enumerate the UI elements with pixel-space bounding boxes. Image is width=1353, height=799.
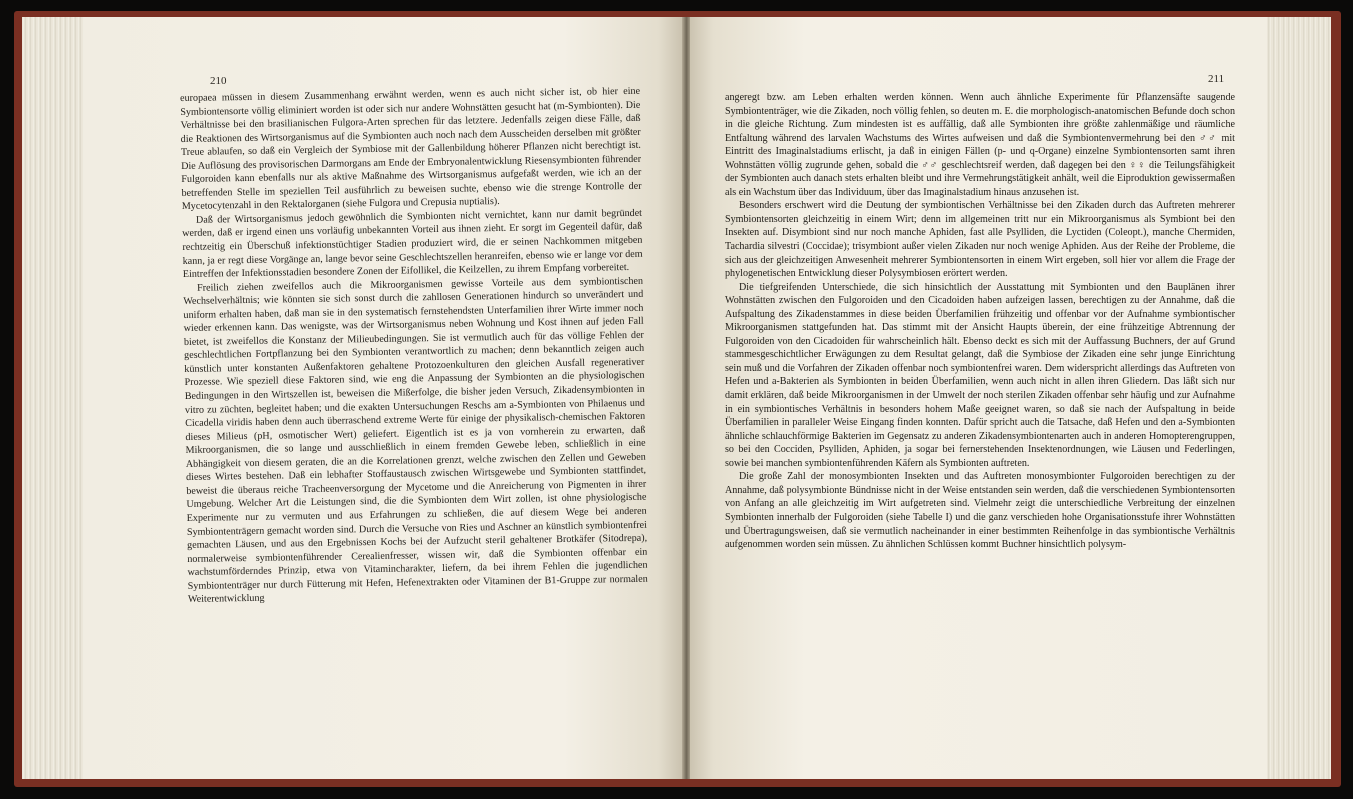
left-page	[84, 17, 683, 779]
right-page-number: 211	[1208, 73, 1225, 85]
paragraph: Besonders erschwert wird die Deutung der symbiontischen Verhältnisse bei den Zikaden durch das Auftreten mehrerer Symbiontensorten gleichzeitig in einem Wirt; denn im allgemeinen tritt nur ein Mikroorganismus als Symbiont bei den Insekten auf. Disymbiont sind nur noch manche Aphiden, fast alle Psylliden, die Lyctiden (Coleopt.), manche Chermiden, Tachardia silvestri (Coccidae); trisymbiont außer vielen Zikaden nur noch wenige Aphiden. Aus der Reihe der Probleme, die sich aus der gleichzeitigen Anwesenheit mehrerer Symbiontensorten in einem Wirt ergeben, soll hier vor allem die Frage der phylogenetischen Entwicklung dieser Polysymbiosen erörtert werden.	[725, 200, 1235, 280]
left-page-edges	[22, 17, 84, 779]
left-page-body	[180, 85, 648, 607]
paragraph: Freilich ziehen zweifellos auch die Mikroorganismen gewisse Vorteile aus dem symbiontischen Wechselverhältnis; wie könnten sie sich sonst durch die zahllosen Generationen hindurch so unverändert und uniform erhalten haben, daß man sie in den systematisch fernstehendsten Unterfamilien ihrer Wirte immer noch wieder erkennen kann. Das wenigste, was der Wirtsorganismus neben Wohnung und Kost ihnen auf jeden Fall bietet, ist zweifellos die Konstanz der Milieubedingungen. Sie ist vermutlich auch für das völlige Fehlen der geschlechtlichen Fortpflanzung bei den Symbionten verantwortlich zu machen; denn bekanntlich zeigen auch künstlich unter konstanten Außenfaktoren gehaltene Protozoenkulturen den gleichen Ausfall regenerativer Prozesse. Wie speziell diese Faktoren sind, wie eng die Anpassung der Symbionten an die physiologischen Bedingungen in den Wirtszellen ist, beweisen die Mißerfolge, die bisher jeden Versuch, Zikadensymbionten in vitro zu züchten, begleitet haben; und die exakten Untersuchungen Reschs am a-Symbionten von Philaenus und Cicadella viridis haben denn auch überraschend extreme Werte für einige der physikalisch-chemischen Faktoren dieses Milieus (pH, osmotischer Wert) geliefert. Eigentlich ist es ja von vornherein zu erwarten, daß Mikroorganismen, die so lange und ausschließlich in einem fremden Gewebe leben, schließlich in eine Abhängigkeit von diesem geraten, die an die Korrelationen grenzt, welche zwischen den Zellen und Geweben dieses Wirtes bestehen. Daß ein lebhafter Stoffaustausch zwischen Wirtsgewebe und Symbionten stattfindet, beweist die überaus reiche Tracheenversorgung der Mycetome und die Anreicherung von Pigmenten in ihrer Umgebung. Welcher Art die Leistungen sind, die die Symbionten dem Wirt zollen, ist ohne physiologische Experimente nur zu vermuten und aus Erfahrungen zu schließen, die auf diesem Wege bei anderen Symbiontenträgern gemacht worden sind. Durch die Versuche von Ries und Aschner an künstlich symbiontenfrei gemachten Läusen, und aus den Ergebnissen Kochs bei der Aufzucht steril gehaltener Brotkäfer (Sitodrepa), normalerweise symbiontenführender Cerealienfresser, wissen wir, daß die Symbionten offenbar ein wachstumförderndes Prinzip, etwa von Vitamincharakter, liefern, da bei ihrem Fehlen die jugendlichen Symbiontenträger nur durch Fütterung mit Hefen, Hefenextrakten oder Vitaminen der B1-Gruppe zur normalen Weiterentwicklung	[183, 275, 648, 606]
right-page-edges	[1267, 17, 1331, 779]
paragraph: Die tiefgreifenden Unterschiede, die sich hinsichtlich der Ausstattung mit Symbionten und den Bauplänen ihrer Wohnstätten zwischen den Fulgoroiden und den Cicadoiden haben aufzeigen lassen, berechtigen zu der Annahme, daß die Aufspaltung des Zikadenstammes in diese beiden Überfamilien frühzeitig und offenbar vor der Aufnahme symbiontischer Mikroorganismen stattgefunden hat. Das stimmt mit der Ansicht Haupts überein, der eine frühzeitige Abtrennung der Fulgoroiden von den Cicadoiden für wahrscheinlich hält. Ebenso deckt es sich mit der Auffassung Buchners, der auf Grund stammesgeschichtlicher Erwägungen zu dem Resultat gelangt, daß die Symbiose der Zikaden eine sehr junge Einrichtung sein muß und die Vorfahren der Zikaden offenbar noch symbiontenfrei waren. Dem widerspricht allerdings das Auftreten von Hefen und a-Bakterien als Symbionten in beiden Überfamilien, wenn auch nicht in allen ihren Gliedern. Das läßt sich nur damit erklären, daß beide Mikroorganismen in der Umwelt der noch sterilen Zikaden offenbar sehr häufig und zur Aufnahme in ein symbiontisches Verhältnis in besonders hohem Maße geeignet waren, so daß sie nach der Aufspaltung in beide Überfamilien in paralleler Weise Eingang finden konnten. Dafür spricht auch die Tatsache, daß Hefen und den a-Symbionten ähnliche schlauchförmige Bakterien im Gegensatz zu anderen Zikadensymbiontenarten auch in anderen Homopterengruppen, so bei den Cocciden, Psylliden, Aphiden, ja sogar bei fernerstehenden Insektenordnungen, wie Läusen und Federlingen, sowie bei manchen symbiontenführenden Käfern als Symbionten auftreten.	[725, 281, 1235, 469]
paragraph: angeregt bzw. am Leben erhalten werden können. Wenn auch ähnliche Experimente für Pflanzensäfte saugende Symbiontenträger, wie die Zikaden, noch völlig fehlen, so deuten m. E. die morphologisch-anatomischen Befunde doch schon in die gleiche Richtung. Zum mindesten ist es auffällig, daß alle Symbionten ihre größte zahlenmäßige und räumliche Entfaltung während des larvalen Wachstums des Wirtes aufweisen und daß die Symbiontenvermehrung bei den ♂♂ mit Eintritt des Imaginalstadiums erlischt, ja daß in einigen Fällen (p- und q-Organe) einzelne Symbiontensorten samt ihren Wohnstätten völlig zugrunde gehen, sobald die ♂♂ geschlechtsreif werden, daß dagegen bei den ♀♀ die Teilungsfähigkeit der Symbionten auch danach stets erhalten bleibt und ihre Vermehrungstätigkeit anhält, weil die Eiproduktion gewissermaßen als ein Wachstum über das Individuum, über das Imaginalstadium hinaus anzusehen ist.	[725, 92, 1235, 198]
right-page-body	[725, 91, 1235, 552]
paragraph: europaea müssen in diesem Zusammenhang erwähnt werden, wenn es auch nicht sicher ist, ob hier eine Symbiontensorte völlig eliminiert worden ist oder sich nur andere Wohnstätten gesucht hat (m-Symbionten). Die Verhältnisse bei den brasilianischen Fulgora-Arten sprechen für das letztere. Jedenfalls zeigen diese Fälle, daß die Reaktionen des Wirtsorganismus auf die Symbionten auch noch nach dem Ausscheiden derselben mit größter Treue ablaufen, so daß ein Vergleich der Symbiose mit der Gallenbildung höherer Pflanzen nicht berechtigt ist. Die Auflösung des provisorischen Darmorgans am Ende der Embryonalentwicklung Riesensymbionten führender Fulgoroiden kann ebenfalls nur als aktive Maßnahme des Wirtsorganismus aufgefaßt werden, wie ich an der betreffenden Stelle im speziellen Teil ausführlich zu beweisen suchte, ebenso wie die strenge Kontrolle der Mycetocytenzahl in den Rektalorganen (siehe Fulgora und Crepusia nuptialis).	[180, 85, 642, 213]
left-page-number: 210	[210, 75, 227, 87]
right-page	[690, 17, 1267, 779]
paragraph: Daß der Wirtsorganismus jedoch gewöhnlich die Symbionten nicht vernichtet, kann nur damit begründet werden, daß er irgend einen uns vorläufig unbekannten Vorteil aus ihnen zieht. Er sorgt im Gegenteil dafür, daß rechtzeitig ein Überschuß infektionstüchtiger Stadien produziert wird, die er seinen Nachkommen mitgeben kann, ja er regt diese Vorgänge an, lange bevor seine Geschlechtszellen heranreifen, ebenso wie er lange vor dem Eintreffen der Infektionsstadien besondere Zonen der Eifollikel, die Keilzellen, zu ihrem Empfang vorbereitet.	[182, 207, 643, 281]
paragraph: Die große Zahl der monosymbionten Insekten und das Auftreten monosymbionter Fulgoroiden berechtigen zu der Annahme, daß polysymbionte Bündnisse nicht in der Weise entstanden sein werden, daß die verschiedenen Symbiontensorten von Anfang an alle gleichzeitig im Wirt aufgetreten sind. Vielmehr zeigt die unterschiedliche Verbreitung der einzelnen Symbionten innerhalb der Fulgoroiden (siehe Tabelle I) und die ganz verschieden hohe Organisationsstufe ihrer Wohnstätten und Übertragungsweisen, daß sie vermutlich nacheinander in einer bestimmten Reihenfolge in das symbiontische Verhältnis aufgenommen worden sein müssen. Zu ähnlichen Schlüssen kommt Buchner hinsichtlich polysym-	[725, 471, 1235, 551]
